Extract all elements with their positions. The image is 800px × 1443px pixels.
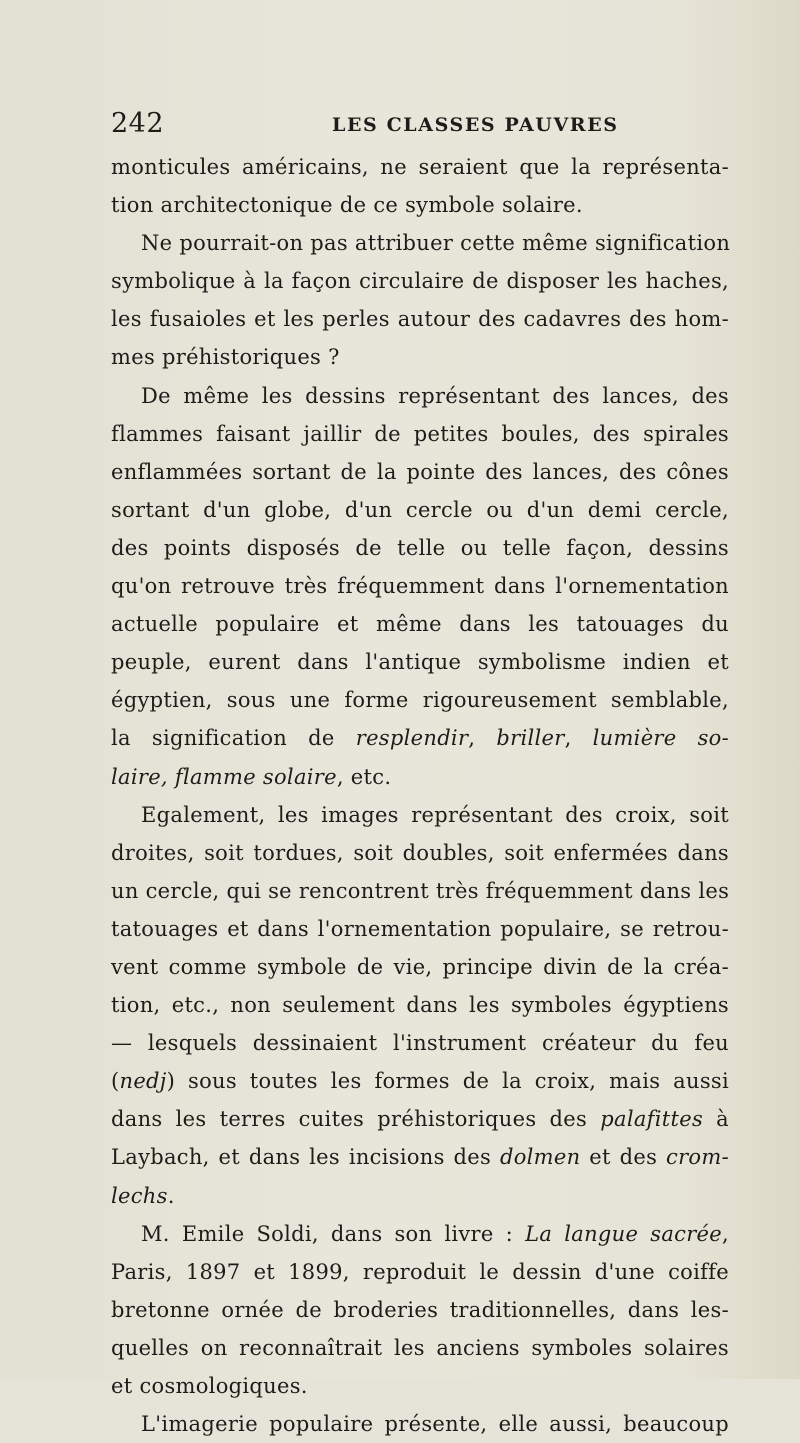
text-line: Ne pourrait-on pas attribuer cette même signification (141, 231, 731, 256)
text-run: ) sous toutes les formes de la croix, mais aussi (166, 1069, 729, 1094)
text-line (111, 719, 729, 757)
text-line: tion, etc., non seulement dans les symboles égyptiens (111, 993, 729, 1018)
italic-term: crom- (666, 1145, 729, 1170)
text-line: bretonne ornée de broderies traditionnelles, dans les- (111, 1297, 729, 1322)
text-line: des points disposés de telle ou telle façon, dessins (111, 535, 729, 560)
text-line: droites, soit tordues, soit doubles, soit enfermées dans (111, 840, 729, 865)
italic-term: lechs (111, 1183, 168, 1208)
text-run: à (703, 1107, 729, 1132)
italic-term: lumière so- (592, 726, 729, 751)
text-run: et des (580, 1145, 667, 1170)
text-line: enflammées sortant de la pointe des lances, des cônes (111, 459, 729, 484)
text-line: Paris, 1897 et 1899, reproduit le dessin d'une coiffe (111, 1259, 729, 1284)
text-run: la signification de (111, 726, 356, 751)
italic-term: nedj (119, 1069, 167, 1094)
italic-term: palafittes (600, 1107, 704, 1132)
text-line: Egalement, les images représentant des croix, soit (141, 802, 729, 827)
text-line: L'imagerie populaire présente, elle aussi, beaucoup (141, 1412, 729, 1437)
italic-term: laire, flamme solaire (111, 764, 337, 789)
italic-term: La langue sacrée (525, 1221, 722, 1246)
text-line (111, 1177, 729, 1215)
text-run: M. Emile Soldi, dans son livre : (141, 1221, 526, 1246)
text-run: , (468, 726, 497, 751)
italic-term: dolmen (499, 1145, 581, 1170)
text-run: dans les terres cuites préhistoriques des (111, 1107, 601, 1132)
text-line (111, 1062, 729, 1100)
italic-term: briller (496, 726, 565, 751)
text-line: — lesquels dessinaient l'instrument créateur du feu (111, 1031, 729, 1056)
text-line (111, 1215, 729, 1253)
text-line: tatouages et dans l'ornementation populaire, se retrou- (111, 916, 729, 941)
running-head (111, 108, 731, 140)
running-title: LES CLASSES PAUVRES (332, 114, 619, 136)
text-line (111, 1100, 729, 1138)
text-line: un cercle, qui se rencontrent très fréquemment dans les (111, 878, 730, 903)
text-run: ( (111, 1069, 120, 1094)
text-line (111, 758, 729, 796)
text-line: De même les dessins représentant des lances, des (141, 383, 729, 408)
text-run: , (564, 726, 593, 751)
text-run: . (167, 1183, 175, 1208)
text-line: flammes faisant jaillir de petites boules, des spirales (111, 421, 729, 446)
text-run: , etc. (336, 764, 392, 789)
text-line: mes préhistoriques ? (111, 345, 340, 370)
text-line: égyptien, sous une forme rigoureusement semblable, (111, 688, 729, 713)
text-line: sortant d'un globe, d'un cercle ou d'un demi cercle, (111, 497, 729, 522)
text-line: actuelle populaire et même dans les tatouages du (111, 612, 729, 637)
text-line: peuple, eurent dans l'antique symbolisme indien et (111, 650, 729, 675)
text-line: vent comme symbole de vie, principe divin de la créa- (111, 954, 729, 979)
text-line: et cosmologiques. (111, 1374, 308, 1398)
text-line: qu'on retrouve très fréquemment dans l'ornementation (111, 574, 729, 599)
body-text (111, 148, 729, 1443)
text-line: tion architectonique de ce symbole solaire. (111, 193, 583, 218)
text-line: monticules américains, ne seraient que la représenta- (111, 155, 729, 179)
italic-term: resplendir (355, 726, 469, 751)
text-line: les fusaioles et les perles autour des cadavres des hom- (111, 307, 729, 332)
text-line: quelles on reconnaîtrait les anciens symboles solaires (111, 1335, 729, 1360)
text-line: symbolique à la façon circulaire de disposer les haches, (111, 269, 729, 294)
text-line (111, 1138, 729, 1176)
page-number: 242 (111, 108, 165, 139)
text-run: Laybach, et dans les incisions des (111, 1145, 500, 1170)
text-run: , (722, 1221, 729, 1246)
